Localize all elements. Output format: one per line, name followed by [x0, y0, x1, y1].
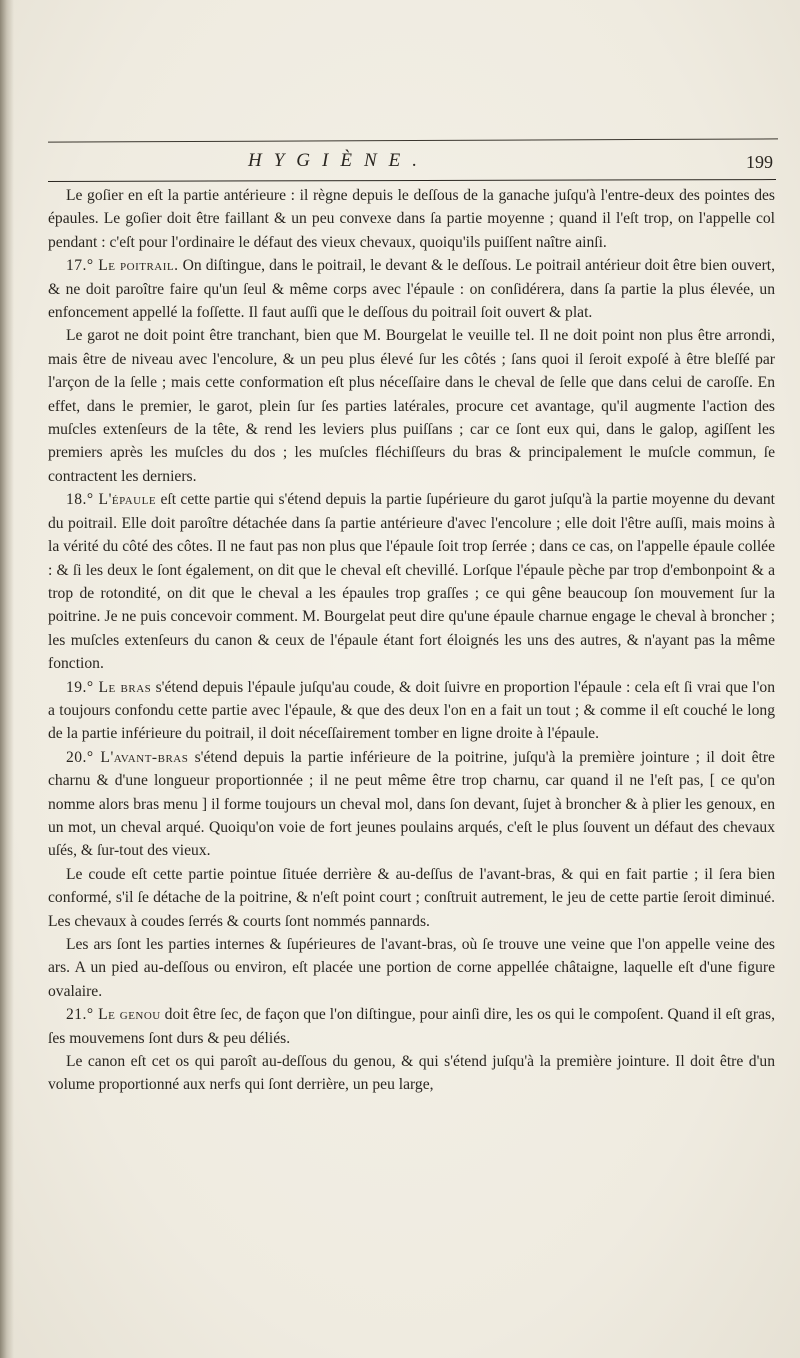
paragraph [48, 1050, 775, 1097]
page-number: 199 [746, 152, 773, 172]
paragraph-lead: 18.° L'épaule [65, 491, 157, 509]
paragraph [48, 746, 775, 863]
paragraph-text: s'étend depuis l'épaule juſqu'au coude, & doit ſuivre en proportion l'épaule : cela eſt ſi vrai que l'on a toujours confondu cette partie avec l'épaule, & que des deux l'on en a fait un tout ; & comme il eſt couché le long de la partie inférieure du poitrail, il doit néceſſairement tomber en ligne droite à l'épaule. [48, 678, 775, 743]
paragraph-text: doit être ſec, de façon que l'on diſtingue, pour ainſi dire, les os qui le compoſent. Quand il eſt gras, ſes mouvemens ſont durs & peu déliés. [48, 1006, 775, 1047]
paragraph [48, 324, 775, 488]
paragraph [48, 254, 775, 324]
paragraph [48, 184, 775, 254]
paragraph [48, 488, 775, 675]
paragraph-lead: 20.° L'avant-bras [65, 748, 189, 766]
spine-shadow [0, 0, 14, 1358]
paragraph-text: Le canon eſt cet os qui paroît au-deſſous du genou, & qui s'étend juſqu'à la première jointure. Il doit être d'un volume proportionné aux nerfs qui ſont derrière, un peu large, [48, 1053, 775, 1094]
body-text [48, 184, 775, 1097]
page-header [48, 150, 773, 180]
paragraph-text: Les ars ſont les parties internes & ſupérieures de l'avant-bras, où ſe trouve une veine que l'on appelle veine des ars. A un pied au-deſſous ou environ, eſt placée une portion de corne appellée châtaigne, laquelle eſt d'une figure ovalaire. [48, 936, 775, 1000]
paragraph [48, 933, 775, 1003]
running-title: HYGIÈNE. [248, 150, 429, 171]
paragraph-text: On diſtingue, dans le poitrail, le devant & le deſſous. Le poitrail antérieur doit être bien ouvert, & ne doit paroître faire qu'un ſeul & même corps avec l'épaule : on conſidérera, dans ſa partie la plus élevée, un enfoncement appellé la foſſette. Il faut auſſi que le deſſous du poitrail ſoit ouvert & plat. [48, 257, 775, 322]
paragraph-text: s'étend depuis la partie inférieure de la poitrine, juſqu'à la première jointure ; il doit être charnu & d'une longueur proportionnée ; il ne peut même être trop charnu, car quand il ne l'eſt pas, [ ce qu'on nomme alors bras menu ] il forme toujours un cheval mol, dans ſon devant, ſujet à broncher & à plier les genoux, en un mot, un cheval arqué. Quoiqu'on voie de fort jeunes poulains arqués, c'eſt le plus ſouvent un défaut des chevaux uſés, & ſur-tout des vieux. [48, 748, 775, 860]
paragraph-text: Le goſier en eſt la partie antérieure : il règne depuis le deſſous de la ganache juſqu'à l'entre-deux des pointes des épaules. Le goſier doit être faillant & un peu convexe dans ſa partie moyenne ; quand il l'eſt trop, on l'appelle col pendant : c'eſt pour l'ordinaire le défaut des vieux chevaux, quoiqu'ils puiſſent naître ainſi. [48, 187, 775, 251]
paragraph-text: eſt cette partie qui s'étend depuis la partie ſupérieure du garot juſqu'à la partie moyenne du devant du poitrail. Elle doit paroître détachée dans ſa partie antérieure d'avec l'encolure ; elle doit l'être auſſi, mais moins à la vérité du côté des côtes. Il ne faut pas non plus que l'épaule ſoit trop ſerrée ; dans ce cas, on l'appelle épaule collée : & ſi les deux le ſont également, on dit que le cheval eſt chevillé. Lorſque l'épaule pèche par trop d'embonpoint & a trop de rotondité, on dit que le cheval a les épaules trop graſſes ; ce qui gêne beaucoup ſon mouvement ſur la poitrine. Je ne puis concevoir comment. M. Bourgelat peut dire qu'une épaule charnue engage le cheval à broncher ; les muſcles extenſeurs du canon & ceux de l'épaule étant fort éloignés les uns des autres, & n'ayant pas la même fonction. [48, 491, 775, 673]
paragraph [48, 1003, 775, 1050]
paragraph [48, 863, 775, 933]
paragraph [48, 676, 775, 746]
top-rule [48, 138, 778, 142]
paragraph-lead: 21.° Le genou [65, 1006, 161, 1024]
paragraph-text: Le coude eſt cette partie pointue ſituée derrière & au-deſſus de l'avant-bras, & qui en fait partie ; il ſera bien conformé, s'il ſe détache de la poitrine, & n'eſt point court ; conſtruit autrement, le jeu de cette partie ſeroit diminué. Les chevaux à coudes ſerrés & courts ſont nommés pannards. [48, 865, 775, 930]
paragraph-lead: 19.° Le bras [65, 678, 152, 696]
paragraph-text: Le garot ne doit point être tranchant, bien que M. Bourgelat le veuille tel. Il ne doit point non plus être arrondi, mais être de niveau avec l'encolure, & un peu plus élevé ſur les côtés ; ſans quoi il ſeroit expoſé à être bleſſé par l'arçon de la ſelle ; mais cette conformation eſt plus néceſſaire dans le cheval de ſelle que dans celui de caroſſe. En effet, dans le premier, le garot, plein ſur ſes parties latérales, procure cet avantage, qu'il augmente l'action des muſcles extenſeurs de la tête, & rend les leviers plus puiſſans ; car ce ſont eux qui, dans le galop, agiſſent les premiers après les muſcles du dos ; les muſcles fléchiſſeurs du bras & principalement le muſcle commun, ſe contractent les derniers. [48, 327, 775, 485]
paragraph-lead: 17.° Le poitrail. [65, 257, 179, 275]
